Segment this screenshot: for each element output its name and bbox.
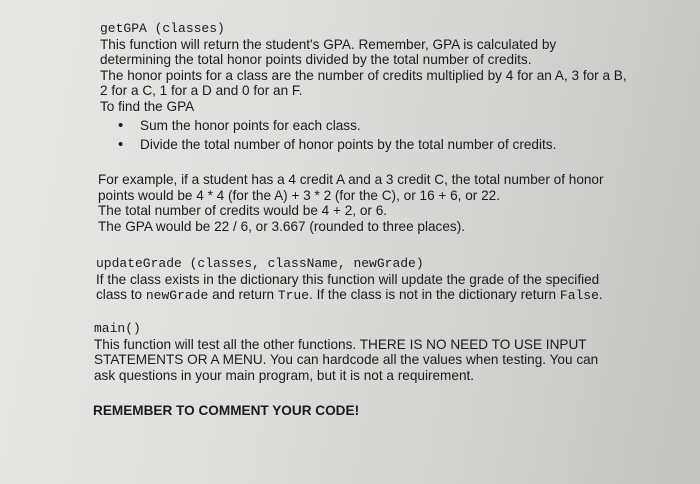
updategrade-line-2-pre: class to: [96, 287, 146, 302]
updategrade-line-2: [96, 287, 700, 304]
bullet-item-divide: • Divide the total number of honor points by the total number of credits.: [100, 137, 700, 153]
example-line-2: points would be 4 * 4 (for the A) + 3 * 2 (for the C), or 16 + 6, or 22.: [98, 187, 500, 203]
main-line-2: STATEMENTS OR A MENU. You can hardcode all the values when testing. You can: [94, 352, 599, 367]
getgpa-bullet-list: [100, 118, 700, 152]
updategrade-section: [0, 256, 700, 304]
updategrade-signature: updateGrade (classes, className, newGrade): [96, 256, 424, 271]
getgpa-line-3: The honor points for a class are the number of credits multiplied by 4 for an A, 3 for a B,: [100, 67, 627, 83]
getgpa-line-5: To find the GPA: [100, 98, 195, 114]
getgpa-section: [0, 21, 700, 155]
updategrade-line-2-end: .: [598, 287, 603, 302]
updategrade-line-2-mid: and return: [208, 287, 278, 302]
main-line-1: This function will test all the other functions. THERE IS NO NEED TO USE INPUT: [94, 336, 587, 352]
example-section: [0, 172, 700, 234]
getgpa-signature: getGPA (classes): [100, 21, 225, 36]
updategrade-line-2-post: . If the class is not in the dictionary return: [309, 287, 560, 302]
main-section: [0, 321, 700, 383]
example-line-4: The GPA would be 22 / 6, or 3.667 (rounded to three places).: [98, 218, 466, 234]
true-code: True: [277, 288, 310, 303]
newgrade-code: newGrade: [145, 288, 209, 303]
bullet-item-sum: • Sum the honor points for each class.: [100, 118, 700, 134]
getgpa-line-2: determining the total honor points divided by the total number of credits.: [100, 52, 532, 67]
reminder-section: [0, 403, 700, 419]
main-signature: main(): [94, 321, 141, 336]
getgpa-line-1: This function will return the student's GPA. Remember, GPA is calculated by: [100, 36, 557, 52]
main-line-3: ask questions in your main program, but it is not a requirement.: [94, 367, 475, 383]
example-line-1: For example, if a student has a 4 credit A and a 3 credit C, the total number of honor: [98, 172, 604, 187]
getgpa-line-4: 2 for a C, 1 for a D and 0 for an F.: [100, 83, 303, 98]
example-line-3: The total number of credits would be 4 + 2, or 6.: [98, 203, 388, 218]
reminder-text: REMEMBER TO COMMENT YOUR CODE!: [93, 403, 360, 418]
false-code: False: [559, 288, 599, 303]
updategrade-line-1: If the class exists in the dictionary this function will update the grade of the specified: [96, 271, 600, 287]
